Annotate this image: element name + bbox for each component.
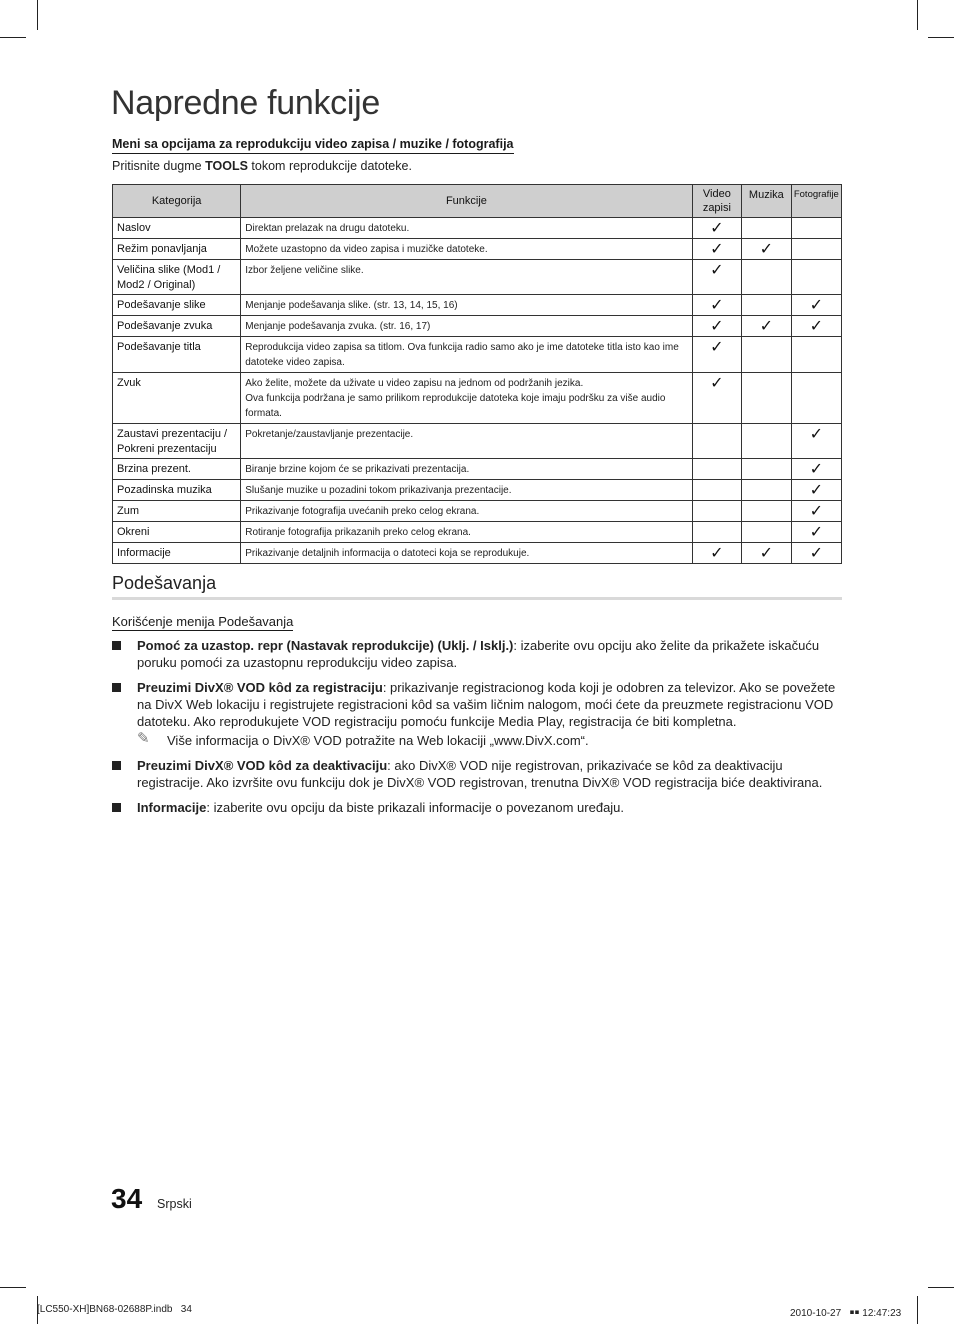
- bullet-bold: Preuzimi DivX® VOD kôd za deaktivaciju: [137, 758, 388, 773]
- cell-photos: [791, 459, 841, 480]
- cell-music: [742, 316, 791, 337]
- cell-photos: [791, 373, 841, 424]
- cell-category: Podešavanje slike: [113, 295, 241, 316]
- cell-music: [742, 522, 791, 543]
- checkmark-icon: ✓: [710, 337, 724, 356]
- cell-video: [692, 260, 741, 295]
- cell-music: [742, 218, 791, 239]
- table-row: [113, 424, 842, 459]
- bullet-square-icon: [112, 761, 121, 770]
- footer-timestamp: 2010-10-27 ￭￭ 12:47:23: [790, 1308, 902, 1319]
- cell-function: Prikazivanje detaljnih informacija o datoteci koja se reprodukuje.: [241, 543, 692, 564]
- cell-music: [742, 459, 791, 480]
- cell-video: [692, 218, 741, 239]
- cell-music: [742, 543, 791, 564]
- cell-function: Možete uzastopno da video zapisa i muzičke datoteke.: [241, 239, 692, 260]
- cell-photos: [791, 337, 841, 373]
- cell-category: Zum: [113, 501, 241, 522]
- table-row: [113, 316, 842, 337]
- table-row: [113, 260, 842, 295]
- checkmark-icon: ✓: [809, 424, 823, 443]
- cell-music: [742, 373, 791, 424]
- checkmark-icon: ✓: [809, 459, 823, 478]
- crop-mark: [928, 37, 954, 38]
- cell-video: [692, 424, 741, 459]
- cell-photos: [791, 260, 841, 295]
- cell-category: Režim ponavljanja: [113, 239, 241, 260]
- cell-category: Podešavanje titla: [113, 337, 241, 373]
- cell-photos: [791, 501, 841, 522]
- intro-before: Pritisnite dugme: [112, 159, 206, 173]
- cell-category: Pozadinska muzika: [113, 480, 241, 501]
- header-category: Kategorija: [113, 185, 241, 218]
- cell-photos: [791, 316, 841, 337]
- cell-video: [692, 480, 741, 501]
- cell-music: [742, 337, 791, 373]
- table-row: [113, 295, 842, 316]
- crop-mark: [928, 1287, 954, 1288]
- page-number: 34: [111, 1183, 143, 1214]
- bullet-list: [112, 637, 838, 824]
- cell-photos: [791, 239, 841, 260]
- page-language: Srpski: [157, 1197, 192, 1211]
- cell-photos: [791, 480, 841, 501]
- header-photos: Fotografije: [791, 185, 841, 218]
- header-function: Funkcije: [241, 185, 692, 218]
- bullet-bold: Informacije: [137, 800, 207, 815]
- cell-photos: [791, 218, 841, 239]
- checkmark-icon: ✓: [710, 239, 724, 258]
- table-row: [113, 459, 842, 480]
- footer-file: [LC550-XH]BN68-02688P.indb 34: [37, 1304, 192, 1315]
- bullet-text: : izaberite ovu opciju da biste prikazali informacije o povezanom uređaju.: [206, 800, 625, 815]
- list-item: [112, 637, 838, 671]
- checkmark-icon: ✓: [809, 480, 823, 499]
- checkmark-icon: ✓: [759, 239, 774, 258]
- checkmark-icon: ✓: [809, 522, 823, 541]
- cell-video: [692, 543, 741, 564]
- cell-photos: [791, 295, 841, 316]
- cell-category: Zaustavi prezentaciju / Pokreni prezentaciju: [113, 424, 241, 459]
- cell-photos: [791, 543, 841, 564]
- bullet-square-icon: [112, 641, 121, 650]
- checkmark-icon: ✓: [710, 373, 724, 392]
- bullet-bold: Preuzimi DivX® VOD kôd za registraciju: [137, 680, 383, 695]
- cell-function: Reprodukcija video zapisa sa titlom. Ova funkcija radio samo ako je ime datoteke titla isto kao ime datoteke video zapisa.: [241, 337, 692, 373]
- checkmark-icon: ✓: [710, 543, 724, 562]
- cell-category: Okreni: [113, 522, 241, 543]
- page-title: Napredne funkcije: [111, 84, 380, 122]
- crop-mark: [917, 1296, 918, 1324]
- crop-mark: [37, 0, 38, 30]
- cell-music: [742, 260, 791, 295]
- list-item: [112, 757, 838, 791]
- table-row: [113, 337, 842, 373]
- tools-key: TOOLS: [205, 159, 248, 173]
- checkmark-icon: ✓: [809, 543, 823, 562]
- list-item: [112, 799, 838, 816]
- table-row: [113, 239, 842, 260]
- cell-music: [742, 501, 791, 522]
- crop-mark: [0, 37, 26, 38]
- cell-category: Informacije: [113, 543, 241, 564]
- cell-category: Podešavanje zvuka: [113, 316, 241, 337]
- cell-video: [692, 373, 741, 424]
- cell-video: [692, 501, 741, 522]
- note-text: Više informacija o DivX® VOD potražite na Web lokaciji „www.DivX.com“.: [167, 733, 589, 748]
- note: [137, 729, 838, 749]
- table-row: [113, 501, 842, 522]
- intro-text: [112, 159, 412, 173]
- list-item: [112, 679, 838, 749]
- table-row: [113, 543, 842, 564]
- cell-video: [692, 239, 741, 260]
- bullet-square-icon: [112, 803, 121, 812]
- cell-photos: [791, 424, 841, 459]
- crop-mark: [0, 1287, 26, 1288]
- checkmark-icon: ✓: [710, 218, 724, 237]
- checkmark-icon: ✓: [759, 543, 774, 562]
- table-row: [113, 522, 842, 543]
- cell-function: Pokretanje/zaustavljanje prezentacije.: [241, 424, 692, 459]
- checkmark-icon: ✓: [710, 316, 724, 335]
- cell-category: Brzina prezent.: [113, 459, 241, 480]
- pencil-icon: ✎: [137, 729, 150, 747]
- cell-category: Naslov: [113, 218, 241, 239]
- table-body: [113, 218, 842, 564]
- cell-function: Menjanje podešavanja slike. (str. 13, 14, 15, 16): [241, 295, 692, 316]
- checkmark-icon: ✓: [809, 295, 823, 314]
- bullet-bold: Pomoć za uzastop. repr (Nastavak reprodukcije) (Uklj. / Isklj.): [137, 638, 514, 653]
- checkmark-icon: ✓: [809, 501, 823, 520]
- cell-function: Direktan prelazak na drugu datoteku.: [241, 218, 692, 239]
- usage-heading: Korišćenje menija Podešavanja: [112, 614, 294, 629]
- cell-music: [742, 295, 791, 316]
- cell-category: Veličina slike (Mod1 / Mod2 / Original): [113, 260, 241, 295]
- cell-function: Izbor željene veličine slike.: [241, 260, 692, 295]
- cell-music: [742, 480, 791, 501]
- cell-video: [692, 316, 741, 337]
- bullet-text: : izaberite ovu opciju ako želite da prikažete iskačuću poruku pomoći za uzastopnu reprodukciju video zapisa.: [137, 638, 820, 670]
- table-row: [113, 218, 842, 239]
- table-row: [113, 480, 842, 501]
- intro-after: tokom reprodukcije datoteke.: [247, 159, 412, 173]
- cell-video: [692, 459, 741, 480]
- checkmark-icon: ✓: [710, 295, 724, 314]
- crop-mark: [917, 0, 918, 30]
- checkmark-icon: ✓: [809, 316, 823, 335]
- cell-function: Menjanje podešavanja zvuka. (str. 16, 17): [241, 316, 692, 337]
- header-music: Muzika: [742, 185, 791, 218]
- cell-photos: [791, 522, 841, 543]
- bullet-square-icon: [112, 683, 121, 692]
- cell-music: [742, 424, 791, 459]
- cell-video: [692, 337, 741, 373]
- cell-function: Biranje brzine kojom će se prikazivati prezentacija.: [241, 459, 692, 480]
- header-video: Video zapisi: [692, 185, 741, 218]
- checkmark-icon: ✓: [710, 260, 724, 279]
- section-title: Podešavanja: [112, 573, 842, 600]
- cell-video: [692, 295, 741, 316]
- cell-music: [742, 239, 791, 260]
- cell-category: Zvuk: [113, 373, 241, 424]
- table-header-row: [113, 185, 842, 218]
- bullet-text: : ako DivX® VOD nije registrovan, prikazivaće se kôd za deaktivaciju registracije. Ako izvršite ovu funkciju dok je DivX® VOD registrovan, trenutna DivX® VOD registracija biće deaktivirana.: [137, 758, 823, 790]
- checkmark-icon: ✓: [759, 316, 774, 335]
- cell-function: Prikazivanje fotografija uvećanih preko celog ekrana.: [241, 501, 692, 522]
- table-row: [113, 373, 842, 424]
- options-table: [112, 184, 842, 564]
- cell-function: Ako želite, možete da uživate u video zapisu na jednom od podržanih jezika. Ova funkcija podržana je samo prilikom reprodukcije datoteka koje imaju podršku za više audio formata.: [241, 373, 692, 424]
- cell-function: Slušanje muzike u pozadini tokom prikazivanja prezentacije.: [241, 480, 692, 501]
- cell-function: Rotiranje fotografija prikazanih preko celog ekrana.: [241, 522, 692, 543]
- sub-heading: Meni sa opcijama za reprodukciju video zapisa / muzike / fotografija: [112, 137, 514, 154]
- cell-video: [692, 522, 741, 543]
- bullet-text: : prikazivanje registracionog koda koji je odobren za televizor. Ako se povežete na DivX Web lokaciju i registrujete registracioni kôd sa vašim ličnim nalogom, moći ćete da preuzmete registracionu VOD datoteku. Ako reprodukujete VOD registraciju pomoću funkcije Media Play, registracija će biti kompletna.: [137, 680, 836, 729]
